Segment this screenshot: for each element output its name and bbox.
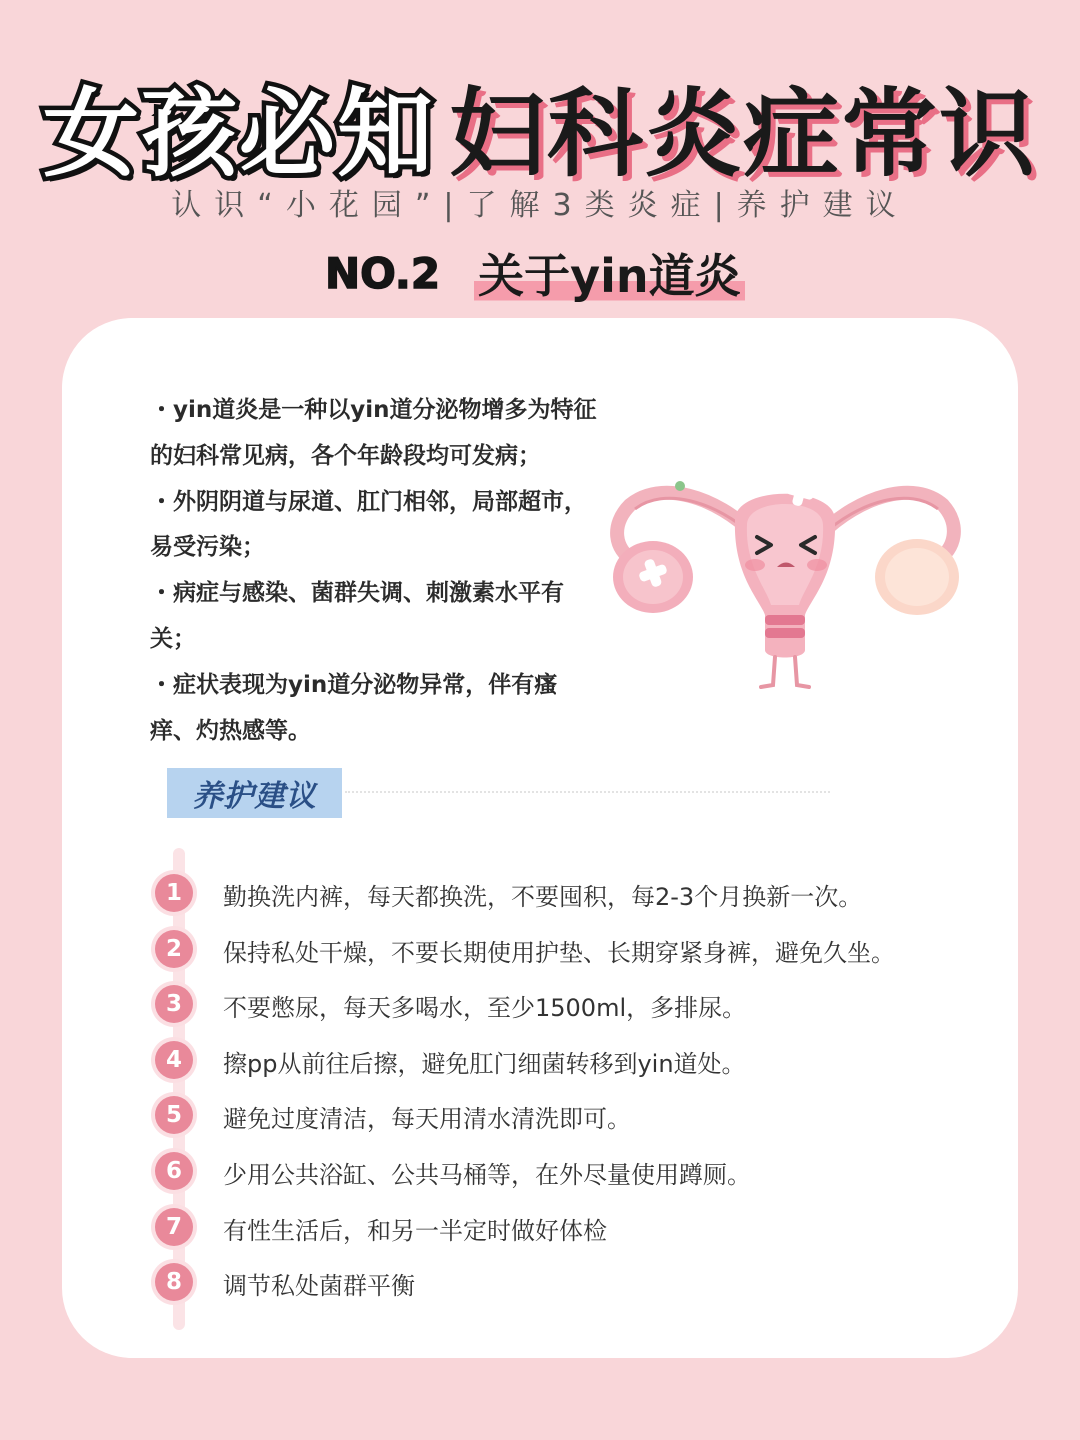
section-title: 关于yin道炎	[474, 240, 745, 306]
step-number-badge: 5	[155, 1096, 193, 1134]
step-number-badge: 4	[155, 1041, 193, 1079]
list-item	[155, 1088, 985, 1144]
tip-text: 擦pp从前往后擦，避免肛门细菌转移到yin道处。	[223, 1049, 746, 1078]
tip-text: 调节私处菌群平衡	[223, 1272, 415, 1301]
page-subtitle: 认识“小花园”|了解3类炎症|养护建议	[171, 188, 909, 223]
step-number-badge: 2	[155, 930, 193, 968]
step-number-badge: 8	[155, 1263, 193, 1301]
step-number-badge: 3	[155, 985, 193, 1023]
care-label-text: 养护建议	[192, 779, 317, 814]
intro-paragraphs	[150, 388, 600, 754]
tip-text: 少用公共浴缸、公共马桶等，在外尽量使用蹲厕。	[223, 1160, 751, 1189]
intro-item: ・外阴阴道与尿道、肛门相邻，局部超市，易受污染；	[150, 488, 587, 561]
section-header	[325, 240, 945, 306]
step-number-badge: 7	[155, 1208, 193, 1246]
tip-text: 避免过度清洁，每天用清水清洗即可。	[223, 1105, 631, 1134]
section-number: NO.2	[325, 248, 441, 298]
step-number-badge: 6	[155, 1152, 193, 1190]
list-item	[155, 922, 985, 978]
title-part-1: 女孩必知	[43, 78, 435, 190]
step-number-badge: 1	[155, 874, 193, 912]
divider	[345, 791, 830, 793]
intro-item: ・yin道炎是一种以yin道分泌物增多为特征的妇科常见病，各个年龄段均可发病；	[150, 397, 597, 469]
tip-text: 保持私处干燥，不要长期使用护垫、长期穿紧身裤，避免久坐。	[223, 938, 895, 967]
list-item	[155, 1033, 985, 1089]
tip-text: 不要憋尿，每天多喝水，至少1500ml，多排尿。	[223, 994, 747, 1023]
tip-text: 有性生活后，和另一半定时做好体检	[223, 1216, 607, 1245]
sad-uterus-illustration-icon	[605, 465, 965, 695]
tip-text: 勤换洗内裤，每天都换洗，不要囤积，每2-3个月换新一次。	[223, 883, 863, 911]
page-title	[0, 58, 1080, 195]
intro-item: ・症状表现为yin道分泌物异常，伴有瘙痒、灼热感等。	[150, 671, 558, 744]
list-item	[155, 1255, 985, 1311]
care-section-label	[167, 768, 342, 818]
list-item	[155, 1200, 985, 1256]
list-item	[155, 866, 985, 922]
title-part-2: 妇科炎症常识	[449, 78, 1037, 190]
list-item	[155, 1144, 985, 1200]
intro-item: ・病症与感染、菌群失调、刺激素水平有关；	[150, 580, 564, 652]
list-item	[155, 977, 985, 1033]
care-tips-list	[155, 866, 985, 1311]
